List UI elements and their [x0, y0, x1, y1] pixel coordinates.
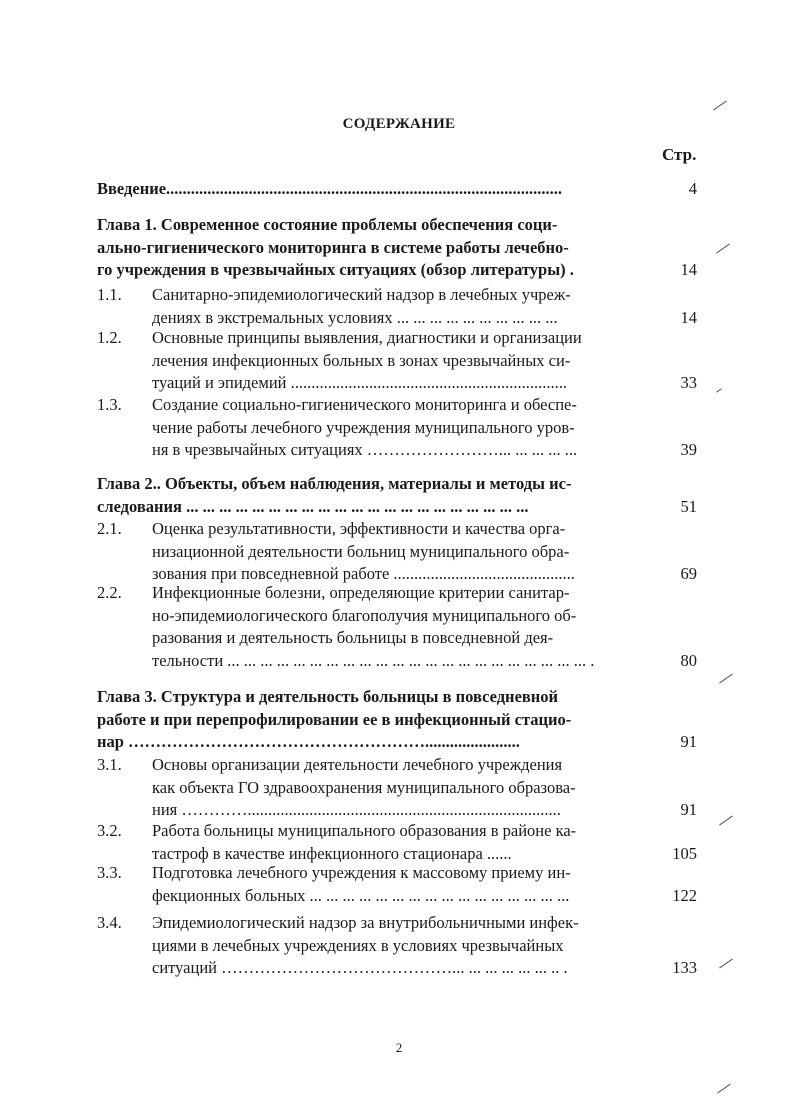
entry-text-line: тастроф в качестве инфекционного стационара ...... — [152, 843, 512, 863]
entry-text-line: ния …………............................................................................ — [152, 800, 561, 820]
toc-entry — [97, 327, 697, 395]
entry-text-line: зования при повседневной работе ............................................ — [152, 564, 575, 584]
entry-text-line: как объекта ГО здравоохранения муниципального образова- — [152, 777, 576, 797]
entry-text-line: но-эпидемиологического благополучия муниципального об- — [152, 605, 577, 625]
entry-text-line: разования и деятельность больницы в повседневной дея- — [152, 628, 554, 648]
section-number: 1.2. — [97, 328, 122, 347]
entry-text-line: Глава 1. Современное состояние проблемы обеспечения соци- — [97, 215, 558, 234]
entry-text-line: дениях в экстремальных условиях ... ... ... ... ... ... ... ... ... ... — [152, 307, 558, 327]
section-number: 2.1. — [97, 519, 122, 538]
section-number: 3.3. — [97, 863, 122, 882]
section-number: 2.2. — [97, 583, 122, 602]
section-number: 1.3. — [97, 395, 122, 414]
margin-mark — [719, 959, 733, 969]
entry-text-line: ально-гигиенического мониторинга в системе работы лечебно- — [97, 237, 569, 257]
margin-mark — [713, 101, 727, 111]
entry-page-number: 91 — [680, 800, 697, 820]
entry-page-number: 122 — [672, 885, 697, 905]
entry-page-number: 91 — [680, 732, 697, 752]
section-number: 3.1. — [97, 755, 122, 774]
entry-text-line: го учреждения в чрезвычайных ситуациях (обзор литературы) . — [97, 260, 574, 280]
entry-text-line: работе и при перепрофилировании ее в инфекционный стацио- — [97, 709, 572, 729]
entry-text-line: циями в лечебных учреждениях в условиях чрезвычайных — [152, 935, 564, 955]
margin-mark — [719, 816, 733, 826]
entry-text-line: Глава 2.. Объекты, объем наблюдения, материалы и методы ис- — [97, 474, 572, 493]
entry-text-line: Основные принципы выявления, диагностики и организации — [152, 328, 582, 347]
entry-text-line: туаций и эпидемий ................................................................... — [152, 373, 567, 393]
margin-mark — [719, 674, 733, 684]
entry-text-line: Создание социально-гигиенического мониторинга и обеспе- — [152, 395, 577, 414]
entry-text-line: фекционных больных ... ... ... ... ... ... ... ... ... ... ... ... ... ... ... ... — [152, 885, 570, 905]
section-number: 3.4. — [97, 913, 122, 932]
page-column-label: Стр. — [662, 145, 697, 164]
entry-page-number: 105 — [672, 843, 697, 863]
entry-page-number: 14 — [680, 260, 697, 280]
entry-text-line: Инфекционные болезни, определяющие критерии санитар- — [152, 583, 570, 602]
toc-entry — [97, 473, 697, 518]
section-number: 3.2. — [97, 821, 122, 840]
entry-text-line: Введение................................................................................................ — [97, 179, 563, 198]
entry-page-number: 4 — [688, 179, 697, 198]
entry-text-line: Оценка результативности, эффективности и качества орга- — [152, 519, 566, 538]
page-number: 2 — [395, 1040, 403, 1055]
toc-entry — [97, 178, 697, 201]
toc-title: СОДЕРЖАНИЕ — [342, 116, 456, 132]
entry-page-number: 51 — [680, 496, 697, 516]
toc-entry — [97, 582, 697, 672]
entry-text-line: Санитарно-эпидемиологический надзор в лечебных учреж- — [152, 285, 571, 304]
toc-entry — [97, 754, 697, 822]
toc-entry — [97, 686, 697, 754]
toc-entry — [97, 394, 697, 462]
entry-text-line: лечения инфекционных больных в зонах чрезвычайных си- — [152, 350, 571, 370]
entry-page-number: 14 — [680, 307, 697, 327]
entry-page-number: 69 — [680, 564, 697, 584]
entry-text-line: следования ... ... ... ... ... ... ... ... ... ... ... ... ... ... ... ... ... ... ... ... ... — [97, 496, 529, 516]
entry-page-number: 33 — [680, 373, 697, 393]
section-number: 1.1. — [97, 285, 122, 304]
entry-page-number: 133 — [672, 958, 697, 978]
toc-entry — [97, 284, 697, 329]
toc-entry — [97, 862, 697, 907]
entry-text-line: нар ………………………………………………....................... — [97, 732, 520, 752]
entry-text-line: низационной деятельности больниц муниципального обра- — [152, 541, 570, 561]
toc-entry — [97, 214, 697, 282]
margin-mark — [716, 244, 730, 254]
margin-mark — [716, 388, 721, 392]
entry-text-line: ситуаций ……………………………………... ... ... ... ... ... .. . — [152, 958, 568, 978]
toc-entry — [97, 912, 697, 980]
entry-text-line: ня в чрезвычайных ситуациях ……………………... ... ... ... ... — [152, 440, 578, 460]
entry-page-number: 80 — [680, 650, 697, 670]
entry-text-line: Основы организации деятельности лечебного учреждения — [152, 755, 563, 774]
toc-entry — [97, 518, 697, 586]
entry-text-line: Эпидемиологический надзор за внутрибольничными инфек- — [152, 913, 579, 932]
entry-text-line: Работа больницы муниципального образования в районе ка- — [152, 821, 577, 840]
entry-page-number: 39 — [680, 440, 697, 460]
entry-text-line: Подготовка лечебного учреждения к массовому приему ин- — [152, 863, 571, 882]
entry-text-line: чение работы лечебного учреждения муниципального уров- — [152, 417, 575, 437]
margin-mark — [717, 1084, 731, 1094]
toc-entry — [97, 820, 697, 865]
entry-text-line: тельности ... ... ... ... ... ... ... ... ... ... ... ... ... ... ... ... ... ... ... ... ... ... . — [152, 650, 595, 670]
entry-text-line: Глава 3. Структура и деятельность больницы в повседневной — [97, 687, 559, 706]
